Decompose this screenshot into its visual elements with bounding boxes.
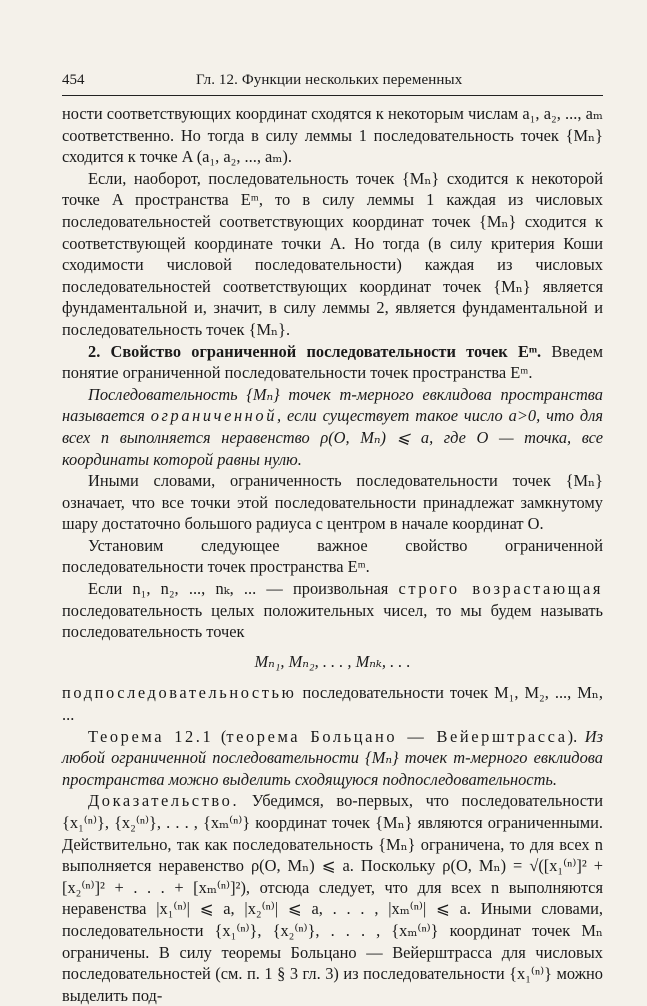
paragraph-text: последовательность целых положительных чисел, то мы будем называть последовательность точек [62, 600, 603, 642]
spaced-term: подпоследовательностью [62, 683, 297, 703]
section-heading: 2. Свойство ограниченной последовательности точек Eᵐ. [88, 341, 542, 361]
theorem-statement: Из любой ограниченной последовательности {Mₙ} точек m-мерного евклидова пространства можно выделить сходящуюся подпоследовательность. [62, 726, 603, 789]
theorem-punct: ). [567, 726, 585, 746]
defined-term: ограниченной [150, 406, 278, 426]
proof-text: Убедимся, во-первых, что последовательности {x₁⁽ⁿ⁾}, {x₂⁽ⁿ⁾}, . . . , {xₘ⁽ⁿ⁾} координат точек {Mₙ} являются ограниченными. Действительно, так как последовательность {Mₙ} ограничена, то для всех n выполняется неравенство ρ(O, Mₙ) ⩽ a. Поскольку ρ(O, Mₙ) = √([x₁⁽ⁿ⁾]² + [x₂⁽ⁿ⁾]² + . . . + [xₘ⁽ⁿ⁾]²), отсюда следует, что для всех n выполняются неравенства |x₁⁽ⁿ⁾| ⩽ a, |x₂⁽ⁿ⁾| ⩽ a, . . . , |xₘ⁽ⁿ⁾| ⩽ a. Иными словами, последовательности {x₁⁽ⁿ⁾}, {x₂⁽ⁿ⁾}, . . . , {xₘ⁽ⁿ⁾} координат точек Mₙ ограничены. В силу теоремы Больцано — Вейерштрасса для числовых последовательностей (см. п. 1 § 3 гл. 3) из последовательности {x₁⁽ⁿ⁾} можно выделить под- [62, 791, 603, 1005]
paragraph-text: последовательности точек M₁, M₂, ..., Mₙ, ... [62, 683, 603, 725]
page-body [62, 103, 603, 1006]
paragraph: Если, наоборот, последовательность точек {Mₙ} сходится к некоторой точке A пространства Eᵐ, то в силу леммы 1 каждая из числовых последовательностей соответствующих координат точек {Mₙ} сходится к соответствующей координате точки A. Но тогда (в силу критерия Коши сходимости числовой последовательности) каждая из числовых последовательностей соответствующих координат точек {Mₙ} является фундаментальной и, значит, в силу леммы 2, является фундаментальной и последовательность точек {Mₙ}. [62, 168, 603, 339]
spaced-text: строго возрастающая [398, 579, 603, 599]
definition [62, 384, 603, 470]
paragraph [62, 578, 603, 643]
section-text: Введем понятие ограниченной последовательности точек пространства Eᵐ. [62, 341, 603, 383]
running-head: Гл. 12. Функции нескольких переменных [196, 72, 463, 88]
section-paragraph [62, 341, 603, 384]
theorem-name: теорема Больцано — Вейерштрасса [226, 726, 568, 746]
proof-label: Доказательство. [88, 791, 240, 811]
paragraph: Установим следующее важное свойство ограниченной последовательности точек пространства Eᵐ. [62, 535, 603, 577]
page-header [62, 68, 603, 92]
paragraph [62, 682, 603, 725]
page-number: 454 [62, 72, 85, 88]
theorem-punct: ( [213, 726, 227, 746]
paragraph: ности соответствующих координат сходятся к некоторым числам a₁, a₂, ..., aₘ соответственно. Но тогда в силу леммы 1 последовательность точек {Mₙ} сходится к точке A (a₁, a₂, ..., aₘ). [62, 104, 603, 167]
theorem [62, 726, 603, 791]
header-rule [62, 95, 603, 96]
proof [62, 790, 603, 1006]
display-formula: Mₙ₁, Mₙ₂, . . . , Mₙₖ, . . . [254, 651, 411, 671]
definition-text: Последовательность {Mₙ} точек m-мерного евклидова пространства называется [62, 384, 603, 426]
theorem-label: Теорема 12.1 [88, 726, 214, 746]
paragraph-text: Если n₁, n₂, ..., nₖ, ... — произвольная [88, 579, 399, 599]
paragraph: Иными словами, ограниченность последовательности точек {Mₙ} означает, что все точки этой последовательности принадлежат замкнутому шару достаточно большого радиуса с центром в начале координат O. [62, 471, 603, 534]
definition-text: , если существует такое число a>0, что для всех n выполняется неравенство ρ(O, Mₙ) ⩽ a, где O — точка, все координаты которой равны нулю. [62, 406, 603, 469]
